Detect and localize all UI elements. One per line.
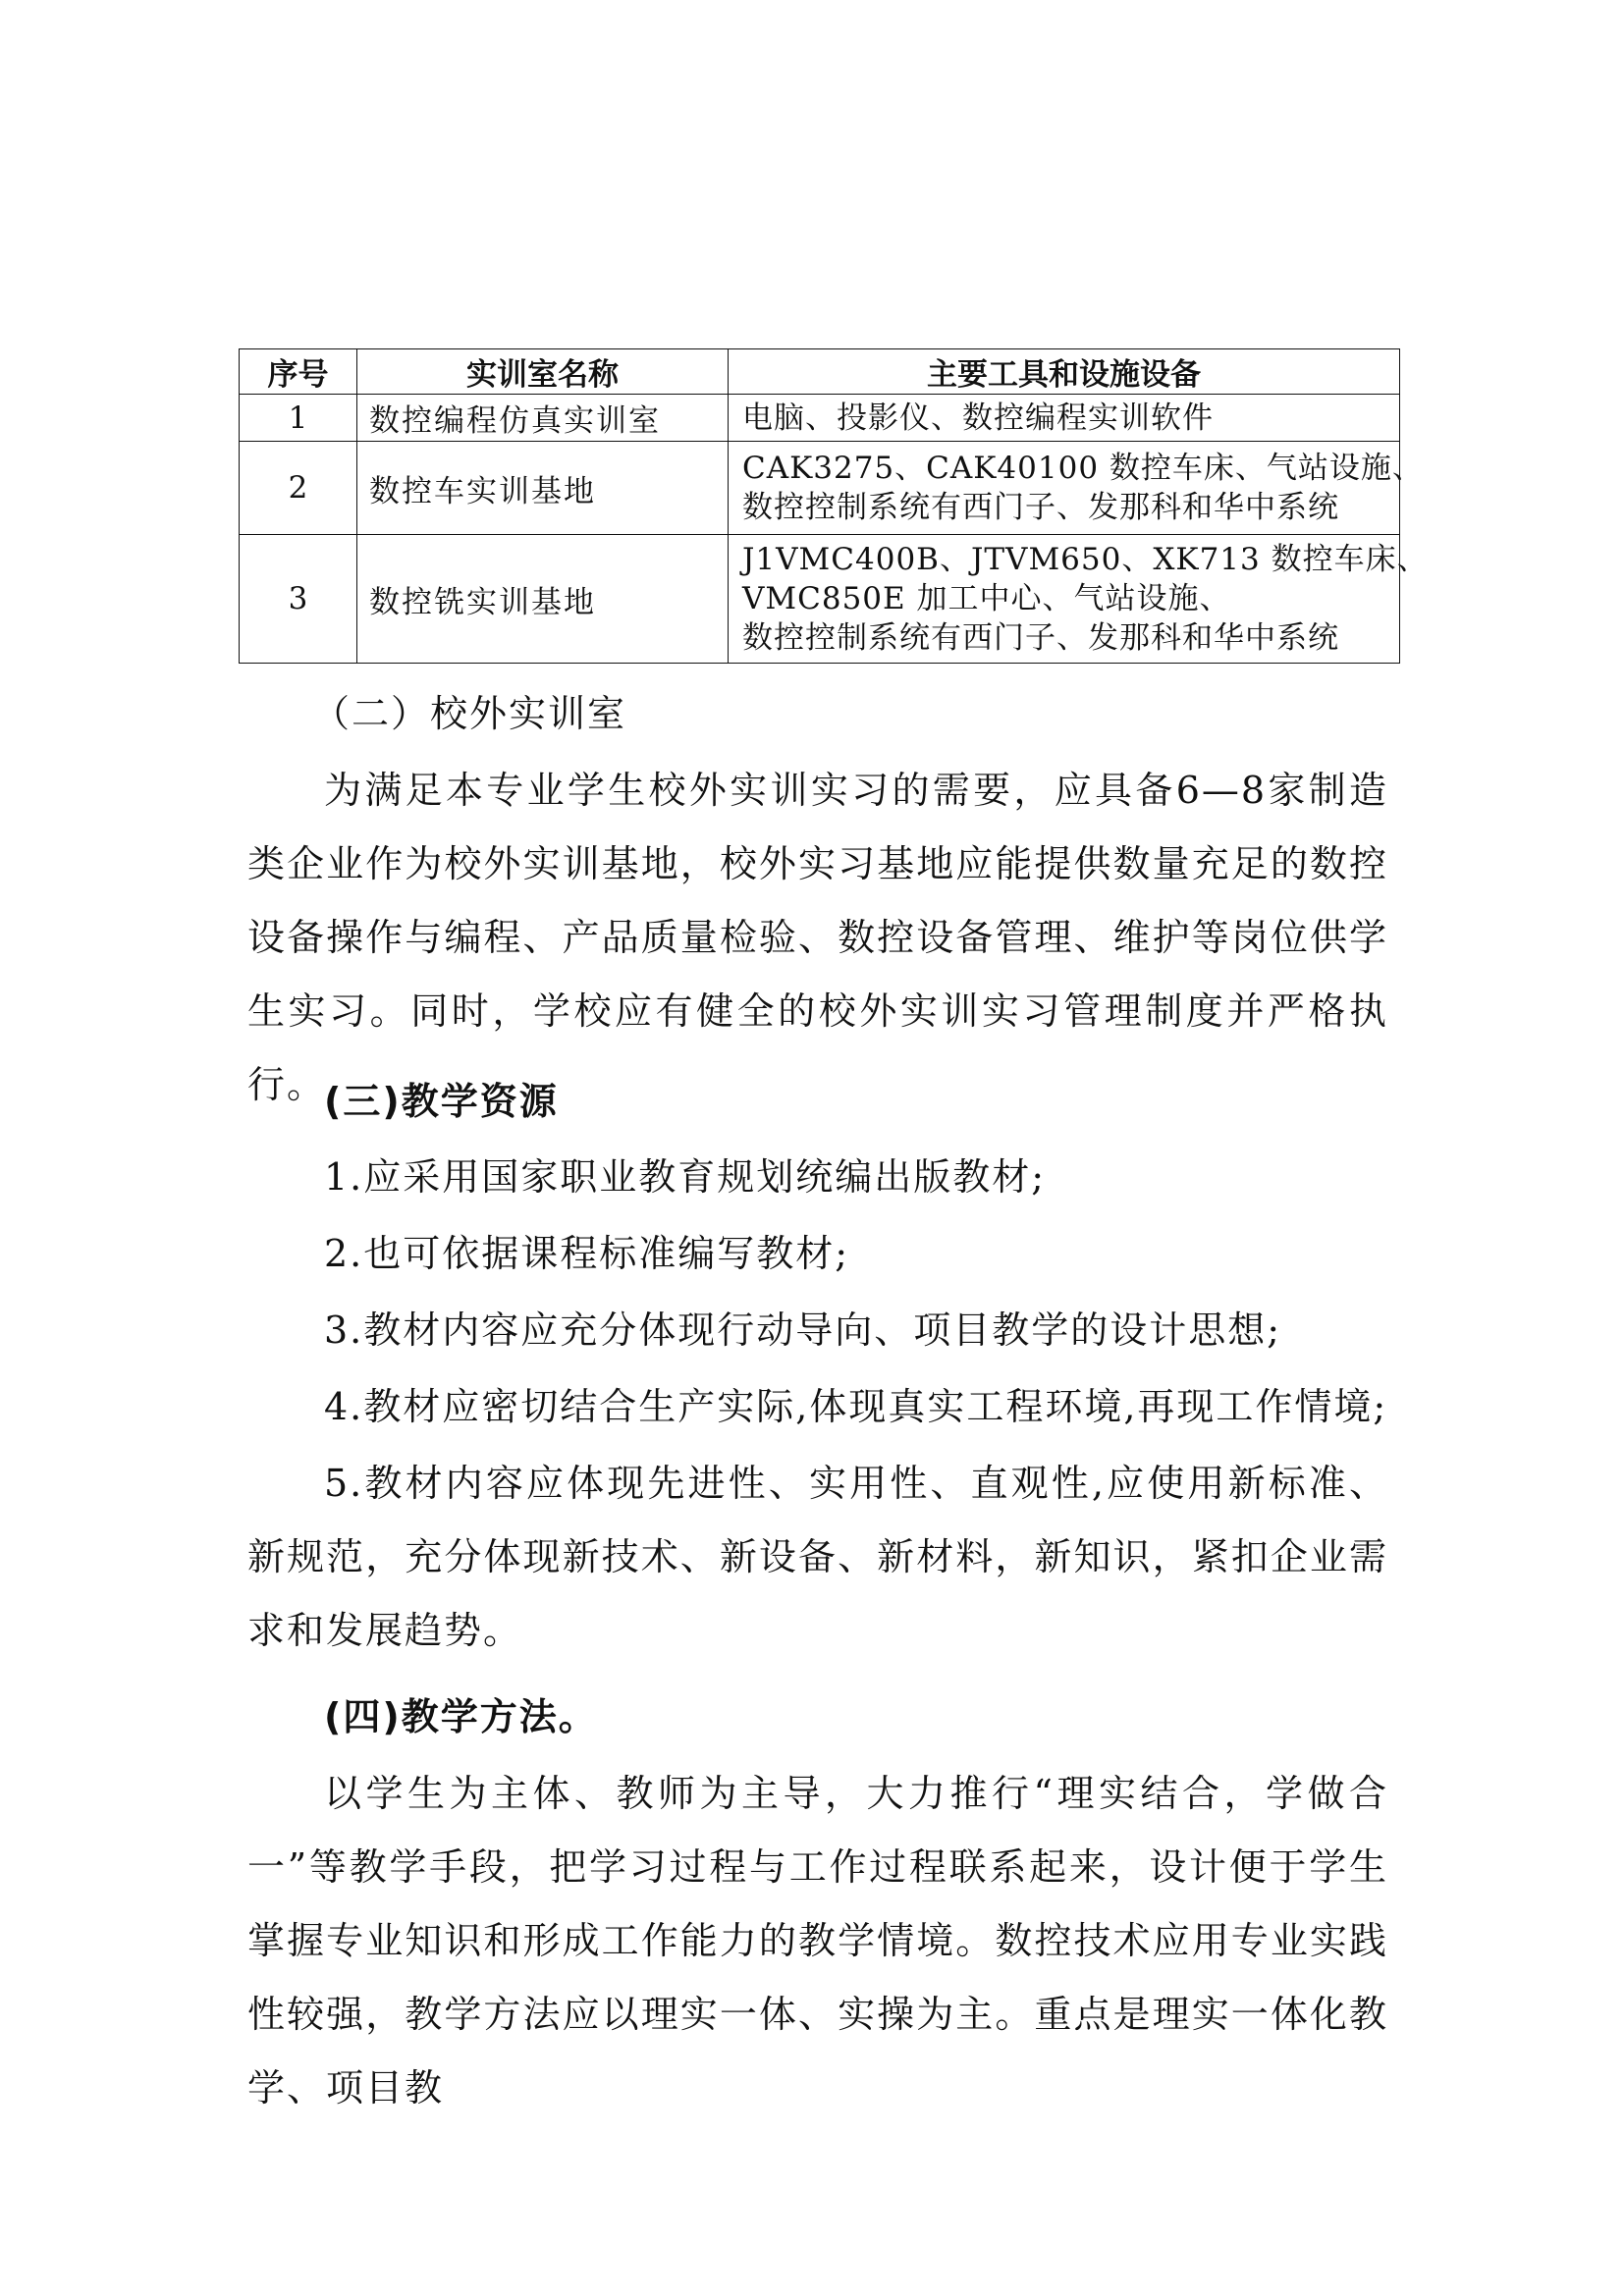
paragraph-teaching-methods: 以学生为主体、教师为主导，大力推行“理实结合，学做合一”等教学手段，把学习过程与工作过程联系起来，设计便于学生掌握专业知识和形成工作能力的教学情境。数控技术应用专业实践性较强，教学方法应以理实一体、实操为主。重点是理实一体化教学、项目教 bbox=[247, 1772, 1388, 2109]
equipment-line: J1VMC400B、JTVM650、XK713 数控车床、 bbox=[742, 542, 1429, 577]
row-number: 1 bbox=[240, 395, 357, 442]
paragraph-offsite-training: 为满足本专业学生校外实训实习的需要，应具备6—8家制造类企业作为校外实训基地，校外实习基地应能提供数量充足的数控设备操作与编程、产品质量检验、数控设备管理、维护等岗位供学生实习。同时，学校应有健全的校外实训实习管理制度并严格执行。 bbox=[247, 769, 1388, 1106]
row-number: 2 bbox=[240, 442, 357, 535]
section-heading-offsite-training: （二）校外实训室 bbox=[312, 692, 627, 735]
equipment-line: 数控控制系统有西门子、发那科和华中系统 bbox=[742, 620, 1339, 656]
list-item: 5.教材内容应体现先进性、实用性、直观性,应使用新标准、新规范，充分体现新技术、新设备、新材料，新知识，紧扣企业需求和发展趋势。 bbox=[247, 1462, 1388, 1652]
equipment-line: 电脑、投影仪、数控编程实训软件 bbox=[742, 400, 1214, 436]
list-item: 3.教材内容应充分体现行动导向、项目教学的设计思想; bbox=[324, 1308, 1282, 1352]
section-heading-teaching-methods: (四)教学方法。 bbox=[324, 1695, 598, 1738]
header-room-name: 实训室名称 bbox=[357, 349, 729, 395]
row-room-name: 数控车实训基地 bbox=[357, 442, 729, 535]
equipment-line: VMC850E 加工中心、气站设施、 bbox=[742, 581, 1231, 616]
table-row bbox=[240, 535, 1400, 664]
row-number: 3 bbox=[240, 535, 357, 664]
section-heading-teaching-resources: (三)教学资源 bbox=[324, 1080, 559, 1123]
list-item: 4.教材应密切结合生产实际,体现真实工程环境,再现工作情境; bbox=[324, 1385, 1388, 1428]
header-equipment: 主要工具和设施设备 bbox=[729, 349, 1400, 395]
row-room-name: 数控铣实训基地 bbox=[357, 535, 729, 664]
equipment-line: CAK3275、CAK40100 数控车床、气站设施、 bbox=[742, 451, 1424, 486]
row-equipment bbox=[729, 442, 1424, 535]
table-row bbox=[240, 395, 1400, 442]
list-item: 2.也可依据课程标准编写教材; bbox=[324, 1232, 850, 1275]
table-row bbox=[240, 442, 1400, 535]
equipment-line: 数控控制系统有西门子、发那科和华中系统 bbox=[742, 490, 1339, 525]
equipment-table bbox=[239, 348, 1429, 664]
list-item: 1.应采用国家职业教育规划统编出版教材; bbox=[324, 1155, 1047, 1199]
row-room-name: 数控编程仿真实训室 bbox=[357, 395, 729, 442]
row-equipment bbox=[729, 535, 1429, 664]
table-header-row bbox=[240, 349, 1400, 395]
header-number: 序号 bbox=[240, 349, 357, 395]
row-equipment bbox=[729, 395, 1400, 442]
